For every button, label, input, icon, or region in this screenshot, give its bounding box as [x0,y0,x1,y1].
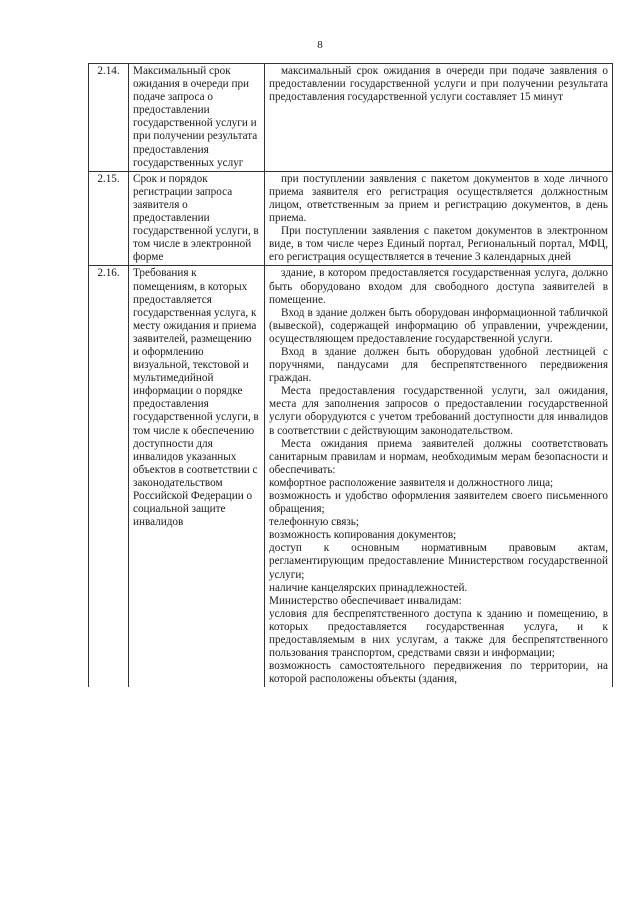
paragraph: комфортное расположение заявителя и должностного лица; [269,476,554,489]
row-number: 2.15. [89,171,129,266]
row-description [265,266,613,688]
paragraph: При поступлении заявления с пакетом документов в электронном виде, в том числе через Единый портал, Региональный портал, МФЦ, его регистрация осуществляется в течение 3 календарных дней [269,225,608,264]
paragraph: возможность копирования документов; [269,529,457,542]
page-number: 8 [317,39,323,51]
row-title: Требования к помещениям, в которых предоставляется государственная услуга, к месту ожидания и приема заявителей, размещению и оформлению визуальной, текстовой и мультимедийной информации о порядке предоставления государственной услуги, в том числе к обеспечению доступности для инвалидов указанных объектов в соответствии с законодательством Российской Федерации о социальной защите инвалидов [129,266,265,688]
row-number: 2.14. [89,64,129,172]
table-row [89,171,613,266]
paragraph: Места предоставления государственной услуги, зал ожидания, места для заполнения запросов о предоставлении государственной услуги оборудуются с учетом требований доступности для инвалидов в соответствии с действующим законодательством. [269,385,608,437]
paragraph: условия для беспрепятственного доступа к зданию и помещению, в которых предоставляется государственная услуга, и к предоставляемым в них услугам, а также для беспрепятственного пользования транспортом, средствами связи и информации; [269,607,608,660]
paragraph: доступ к основным нормативным правовым актам, регламентирующим предоставление Министерством государственной услуги; [269,542,608,581]
table-row [89,266,613,688]
regulation-table [88,63,613,687]
paragraph: Министерство обеспечивает инвалидам: [269,594,462,607]
paragraph: телефонную связь; [269,516,359,529]
paragraph: возможность самостоятельного передвижения по территории, на которой расположены объекты (здания, [269,660,608,686]
paragraph: возможность и удобство оформления заявителем своего письменного обращения; [269,490,608,516]
table-row [89,64,613,172]
paragraph: Вход в здание должен быть оборудован удобной лестницей с поручнями, пандусами для беспрепятственного передвижения граждан. [269,345,608,385]
paragraph: Места ожидания приема заявителей должны соответствовать санитарным правилам и нормам, необходимым мерам безопасности и обеспечивать: [269,437,608,476]
row-description [265,64,613,172]
paragraph: здание, в котором предоставляется государственная услуга, должно быть оборудовано входом для свободного доступа заявителей в помещение. [269,267,608,306]
paragraph: Вход в здание должен быть оборудован информационной табличкой (вывеской), содержащей информацию об управлении, учреждении, осуществляющем предоставление государственной услуги. [269,306,608,345]
paragraph: наличие канцелярских принадлежностей. [269,581,468,594]
row-number: 2.16. [89,266,129,688]
paragraph: при поступлении заявления с пакетом документов в ходе личного приема заявителя его регистрация осуществляется должностным лицом, ответственным за прием и регистрацию документов, в день приема. [269,172,608,225]
paragraph: максимальный срок ожидания в очереди при подаче заявления о предоставлении государственной услуги и при получении результата предоставления государственной услуги составляет 15 минут [269,65,608,104]
row-description [265,171,613,266]
row-title: Срок и порядок регистрации запроса заявителя о предоставлении государственной услуги, в том числе в электронной форме [129,171,265,266]
row-title: Максимальный срок ожидания в очереди при подаче запроса о предоставлении государственной услуги и при получении результата предоставления государственных услуг [129,64,265,172]
